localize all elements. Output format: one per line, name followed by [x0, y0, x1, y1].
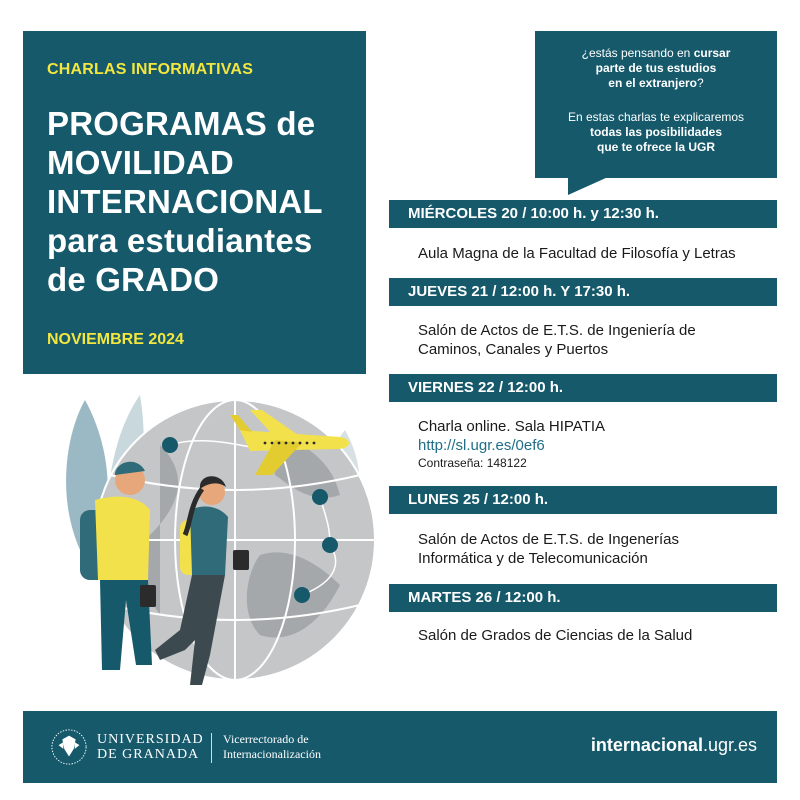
session-place-1-line-1: Aula Magna de la Facultad de Filosofía y Letras [418, 245, 736, 262]
footer-divider [211, 733, 212, 763]
vice-line-1: Vicerrectorado de [223, 732, 309, 746]
university-name-line-2: DE GRANADA [97, 747, 200, 762]
title-panel [23, 31, 366, 374]
title-line-5: de GRADO [47, 261, 220, 298]
title-line-1: PROGRAMAS de [47, 105, 316, 142]
route-dot-4 [294, 587, 310, 603]
session-place-4 [418, 530, 788, 568]
session-place-2-line-1: Salón de Actos de E.T.S. de Ingeniería de [418, 322, 696, 339]
session-place-5-line-1: Salón de Grados de Ciencias de la Salud [418, 627, 693, 644]
session-place-2-line-2: Caminos, Canales y Puertos [418, 341, 609, 358]
route-dot-2 [312, 489, 328, 505]
bubble-a3-bold: que te ofrece la UGR [596, 140, 716, 154]
vice-line-2: Internacionalización [223, 747, 321, 761]
session-header-5: MARTES 26 / 12:00 h. [389, 584, 777, 612]
event-date: NOVIEMBRE 2024 [47, 331, 184, 348]
bubble-q1-bold: cursar [693, 46, 731, 60]
session-place-5 [418, 626, 788, 645]
session-header-2: JUEVES 21 / 12:00 h. Y 17:30 h. [389, 278, 777, 306]
session-header-3: VIERNES 22 / 12:00 h. [389, 374, 777, 402]
bubble-q2-bold: parte de tus estudios [595, 61, 717, 75]
speech-bubble-tail [568, 177, 608, 195]
bubble-q1: ¿estás pensando en [581, 46, 694, 60]
bubble-a2-bold: todas las posibilidades [589, 125, 723, 139]
session-place-4-line-2: Informática y de Telecomunicación [418, 550, 648, 567]
speech-bubble [535, 31, 777, 178]
footer-bar [23, 711, 777, 783]
kicker-label: CHARLAS INFORMATIVAS [47, 61, 254, 78]
session-place-4-line-1: Salón de Actos de E.T.S. de Ingenerías [418, 531, 680, 548]
bubble-q3-bold: en el extranjero [608, 76, 698, 90]
university-crest-icon [50, 728, 88, 766]
session-link[interactable]: http://sl.ugr.es/0ef6 [418, 437, 545, 454]
session-place-1 [418, 244, 788, 263]
session-header-1: MIÉRCOLES 20 / 10:00 h. y 12:30 h. [389, 200, 777, 228]
route-dot-3 [322, 537, 338, 553]
travel-illustration [40, 385, 380, 705]
session-password: Contraseña: 148122 [418, 456, 527, 470]
title-line-4: para estudiantes [47, 222, 313, 259]
title-line-2: MOVILIDAD [47, 144, 234, 181]
university-name-line-1: UNIVERSIDAD [97, 732, 204, 747]
page-title [47, 104, 357, 299]
session-header-4: LUNES 25 / 12:00 h. [389, 486, 777, 514]
website-rest: .ugr.es [702, 735, 757, 755]
bubble-question [535, 46, 777, 91]
website-bold: internacional [590, 735, 703, 755]
bubble-a1: En estas charlas te explicaremos [567, 110, 745, 124]
vicerrectorado-name [223, 732, 321, 762]
website-link[interactable] [591, 735, 757, 756]
session-place-2 [418, 321, 788, 359]
session-place-3 [418, 417, 788, 471]
route-dot-1 [162, 437, 178, 453]
session-place-3-line-1: Charla online. Sala HIPATIA [418, 418, 606, 435]
title-line-3: INTERNACIONAL [47, 183, 323, 220]
bubble-q3-end: ? [697, 76, 704, 90]
bubble-answer [535, 110, 777, 155]
university-name [97, 732, 204, 762]
